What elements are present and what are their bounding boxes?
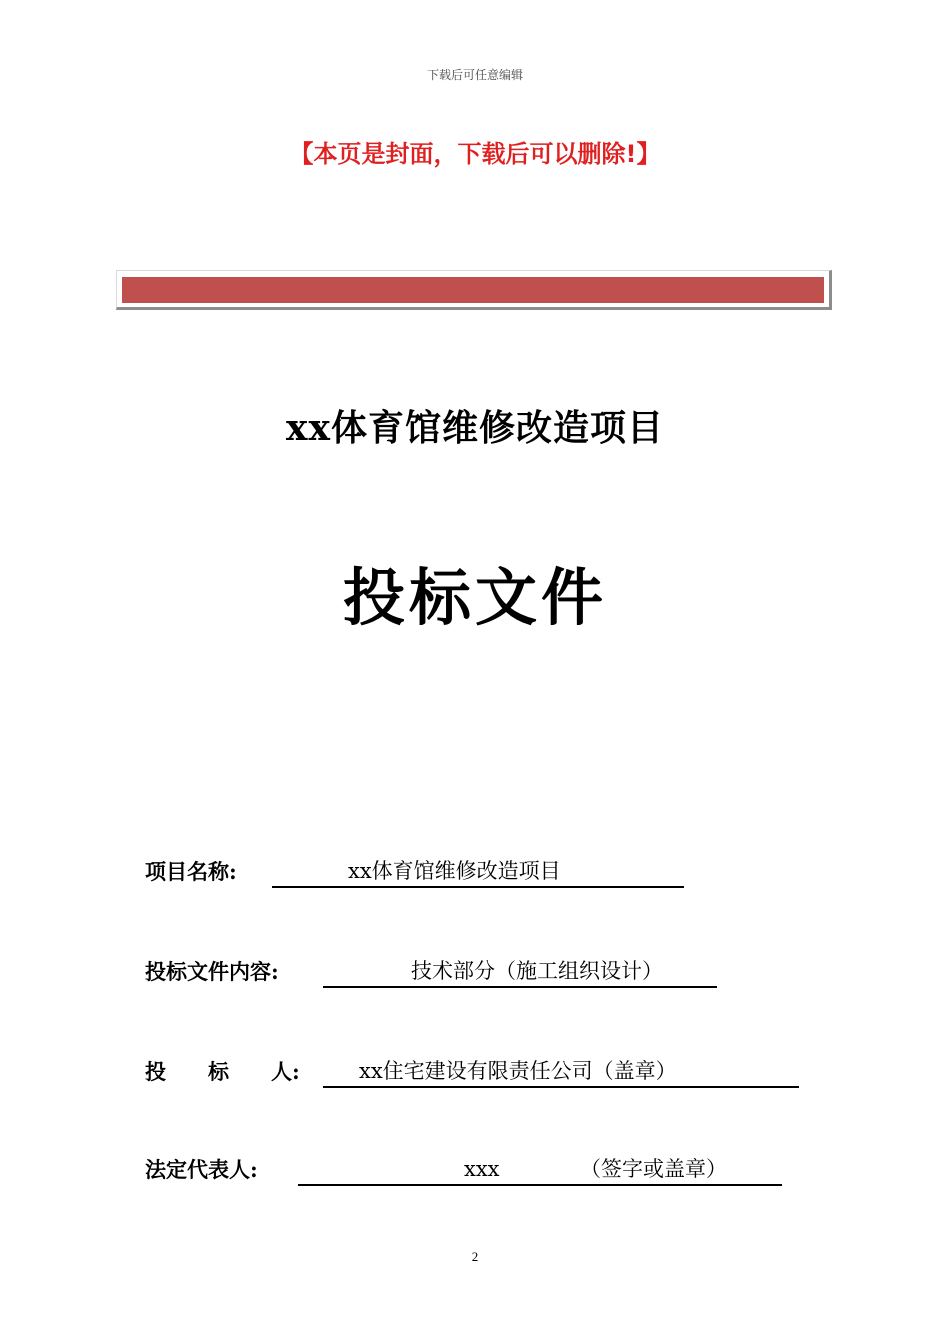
- legal-rep-suffix: （签字或盖章）: [580, 1157, 727, 1181]
- field-content: [145, 956, 745, 988]
- field-value-project-name: [272, 856, 684, 888]
- field-value-content: [323, 956, 717, 988]
- field-project-name: [145, 856, 705, 888]
- project-title: xx体育馆维修改造项目: [286, 407, 664, 449]
- document-title: 投标文件: [342, 561, 607, 634]
- field-value-legal-rep: [298, 1154, 782, 1186]
- field-label-bidder: 投 标 人:: [145, 1059, 300, 1084]
- field-label-content: 投标文件内容:: [145, 959, 279, 984]
- legal-rep-text: xxx: [464, 1157, 500, 1181]
- field-value-bidder: [323, 1056, 799, 1088]
- banner-bar: [122, 277, 824, 303]
- bidder-text: xx住宅建设有限责任公司（盖章）: [359, 1059, 677, 1083]
- field-bidder: [145, 1056, 805, 1088]
- field-legal-rep: [145, 1154, 785, 1186]
- content-text: 技术部分（施工组织设计）: [411, 959, 663, 983]
- cover-notice: 【本页是封面，下载后可以删除!】: [289, 140, 661, 168]
- project-name-text: xx体育馆维修改造项目: [348, 859, 561, 883]
- decorative-banner: [116, 270, 832, 310]
- header-note: 下载后可任意编辑: [426, 68, 523, 82]
- page-number: 2: [471, 1249, 479, 1264]
- field-label-legal-rep: 法定代表人:: [145, 1157, 258, 1182]
- field-label-project-name: 项目名称:: [145, 859, 237, 884]
